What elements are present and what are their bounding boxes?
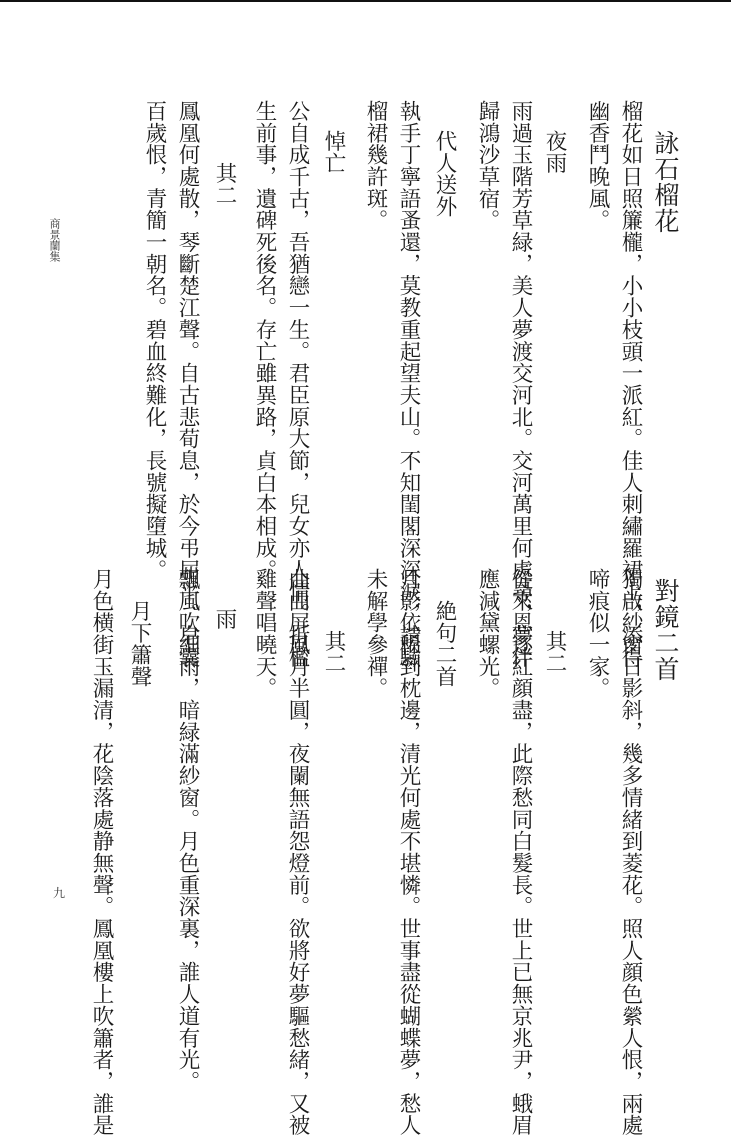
text-column: 飄風吹細雨，暗緑滿紗窗。月色重深裏，誰人道有光。 (175, 568, 200, 1093)
poem-title: 詠石榴花 (651, 130, 680, 234)
text-column: 鳳凰何處散，琴斷楚江聲。自古悲荀息，於今弔屈平。皂囊 (175, 100, 200, 669)
running-head: 商景蘭集 (48, 218, 61, 262)
poem-title: 其二 (542, 630, 567, 674)
poem-title: 其二 (212, 162, 237, 206)
poem-title: 其二 (321, 630, 346, 674)
text-column: 幽香鬥晚風。 (585, 100, 610, 232)
poem-title: 月下簫聲 (127, 600, 152, 688)
text-column: 百歲恨，青簡一朝名。碧血終難化，長號擬墮城。 (142, 100, 167, 581)
text-column: 月色横街玉漏清，花陰落處静無聲。鳳凰樓上吹簫者，誰是 (89, 568, 114, 1136)
text-column: 應減黛螺光。 (475, 568, 500, 700)
text-column: 生前事，遺碑死後名。存亡雖異路，貞白本相成。 (252, 100, 277, 581)
poem-title: 悼亡 (321, 130, 346, 174)
text-column: 雞聲唱曉天。 (252, 568, 277, 700)
text-column: 啼痕似一家。 (585, 568, 610, 700)
poem-title: 對鏡二首 (651, 578, 680, 682)
text-column: 公自成千古，吾猶戀一生。君臣原大節，兒女亦人情。折檻 (285, 100, 310, 669)
page-number: 九 (53, 886, 66, 900)
text-column: 執手丁寧語蚤還，莫教重起望夫山。不知閨閣深深淚，請驗 (396, 100, 421, 669)
page-top-border (0, 0, 731, 2)
text-column: 雨過玉階芳草緑，美人夢渡交河北。交河萬里何處尋，夢伴 (508, 100, 533, 669)
text-column: 未解學參禪。 (363, 568, 388, 700)
poem-title: 夜雨 (542, 130, 567, 174)
poem-title: 雨 (212, 608, 237, 630)
poem-title: 代人送外 (432, 130, 457, 218)
text-column: 曲曲屏風月半圓，夜闌無語怨燈前。欲將好夢驅愁緒，又被 (285, 568, 310, 1136)
text-column: 月影依稀到枕邊，清光何處不堪憐。世事盡從蝴蝶夢，愁人 (396, 568, 421, 1136)
text-column: 從來恩逐紅顔盡，此際愁同白髮長。世上已無京兆尹，蛾眉 (508, 568, 533, 1136)
text-column: 歸鴻沙草宿。 (475, 100, 500, 232)
text-column: 榴花如日照簾櫳，小小枝頭一派紅。佳人刺繡羅裙上，添得 (618, 100, 643, 669)
poem-title: 絶句二首 (432, 600, 457, 688)
text-column: 榴裙幾許斑。 (363, 100, 388, 232)
text-column: 獨啟紗窗日影斜，幾多情緒到菱花。照人顔色縈人恨，兩處 (618, 568, 643, 1136)
